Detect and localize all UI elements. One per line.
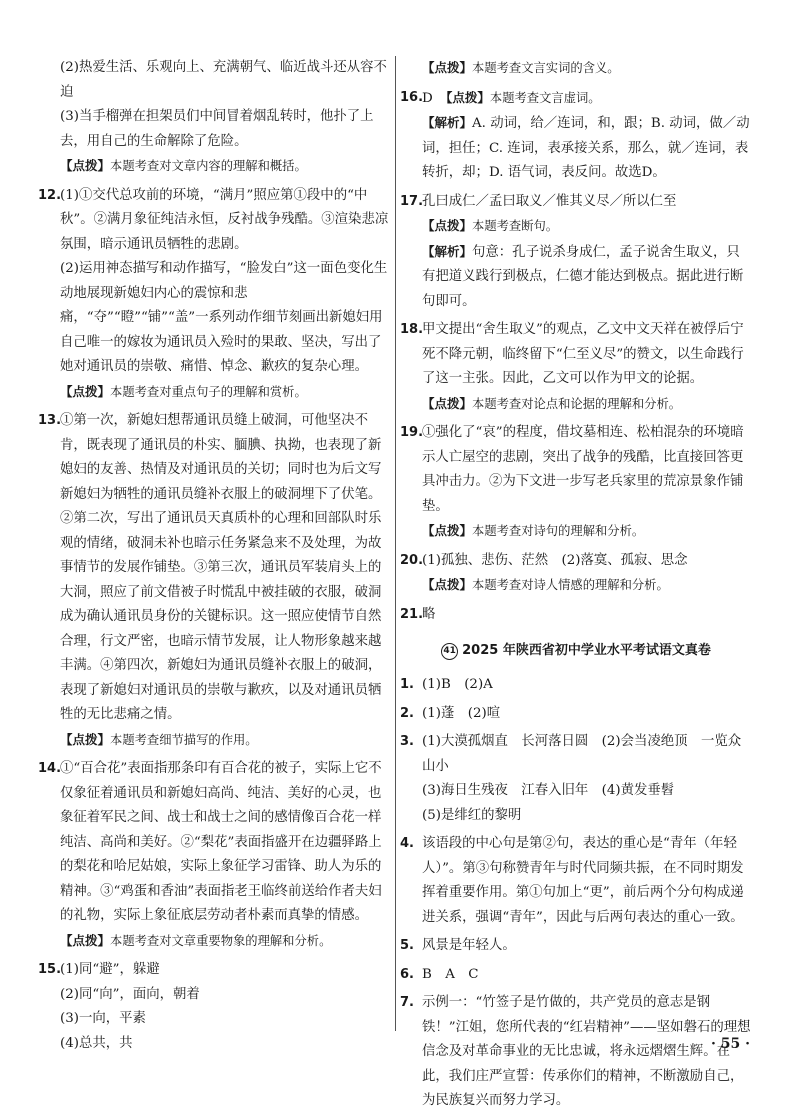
answer-text: (1)B (2)A bbox=[422, 677, 493, 692]
note-text: 本题考查对重点句子的理解和赏析。 bbox=[110, 384, 307, 399]
answer-12-part2: (2)运用神态描写和动作描写，“脸发白”这一面色变化生动地展现新媳妇内心的震惊和悲痛，“夺”“瞪”“铺”“盖”一系列动作细节刻画出新媳妇用自己唯一的嫁妆为通讯员入殓时的果敢、坚决，写出了她对通讯员的崇敬、痛惜、悼念、歉疚的复杂心理。 bbox=[60, 261, 388, 374]
answer-12-part1: (1)①交代总攻前的环境，“满月”照应第①段中的“中秋”。②满月象征纯洁永恒，反衬战争残酷。③渲染悲凉氛围，暗示通讯员牺牲的悲剧。 bbox=[60, 187, 389, 252]
answer-text: 该语段的中心句是第②句，表达的重心是“青年（年轻人）”。第③句称赞青年与时代同频共振，在不同时期发挥着重要作用。第①句加上“更”，前后两个分句构成递进关系，强调“青年”，因此与后两句表达的重心一致。 bbox=[422, 836, 744, 925]
answer-17-text: 孔曰成仁／孟曰取义／惟其义尽／所以仁至 bbox=[422, 193, 677, 209]
answer-19-text: ①强化了“哀”的程度，借坟墓相连、松柏混杂的环境暗示人亡屋空的悲剧，突出了战争的残酷，比直接回答更具冲击力。②为下文进一步写老兵家里的荒凉景象作铺垫。 bbox=[422, 425, 744, 514]
note-tag: 【点拨】 bbox=[60, 383, 111, 399]
answer-15-part1: (1)同“避”，躲避 bbox=[60, 962, 160, 977]
answer-text: B A C bbox=[422, 966, 479, 982]
answer-11-part2: (2)热爱生活、乐观向上、充满朝气、临近战斗还从容不迫 bbox=[60, 60, 387, 100]
answer-14 bbox=[38, 757, 390, 954]
question-number: 2. bbox=[400, 705, 414, 721]
answer-15-part4: (4)总共，共 bbox=[60, 1035, 133, 1051]
section-answer-1 bbox=[400, 673, 752, 698]
section-answer-2 bbox=[400, 702, 752, 727]
note-text: 本题考查对文章内容的理解和概括。 bbox=[110, 159, 307, 173]
note-tag: 【点拨】 bbox=[422, 60, 473, 75]
answer-18-text: 甲文提出“舍生取义”的观点，乙文中文天祥在被俘后宁死不降元朝，临终留下“仁至义尽”的赞文，以生命践行了这一主张。因此，乙文可以作为甲文的论据。 bbox=[422, 322, 744, 386]
answer-15-note bbox=[400, 56, 752, 82]
section-title bbox=[400, 639, 752, 663]
section-answer-7 bbox=[400, 991, 752, 1114]
section-answer-6 bbox=[400, 963, 752, 988]
section-answer-5 bbox=[400, 934, 752, 959]
answer-text: (1)大漠孤烟直 长河落日圆 (2)会当凌绝顶 一览众山小 bbox=[422, 734, 742, 774]
question-number: 1. bbox=[400, 677, 414, 692]
note-text: 本题考查对文章重要物象的理解和分析。 bbox=[110, 933, 332, 948]
answer-19-note bbox=[422, 519, 752, 545]
answer-20-text: (1)孤独、悲伤、茫然 (2)落寞、孤寂、思念 bbox=[422, 552, 688, 568]
answer-16-analysis bbox=[422, 111, 752, 186]
answer-13 bbox=[38, 409, 390, 753]
section-title-text: 2025 年陕西省初中学业水平考试语文真卷 bbox=[462, 643, 711, 658]
answer-16-choice: D bbox=[422, 90, 433, 106]
question-number: 19. bbox=[400, 425, 424, 440]
answer-17-note bbox=[422, 214, 752, 240]
answer-13-note bbox=[60, 728, 390, 754]
answer-19 bbox=[400, 421, 752, 545]
note-tag: 【点拨】 bbox=[446, 89, 490, 105]
answer-text: (1)蓬 (2)喧 bbox=[422, 705, 501, 721]
answer-17 bbox=[400, 190, 752, 315]
answer-12-note bbox=[60, 380, 390, 406]
note-tag: 【点拨】 bbox=[422, 218, 473, 233]
note-tag: 【点拨】 bbox=[60, 158, 111, 173]
note-text: 本题考查对诗句的理解和分析。 bbox=[472, 524, 645, 538]
answer-13-text: ①第一次，新媳妇想帮通讯员缝上破洞，可他坚决不肯，既表现了通讯员的朴实、腼腆、执拗，也表现了新媳妇的友善、热情及对通讯员的关切；同时也为后文写新媳妇为牺牲的通讯员缝补衣服上的破洞埋下了伏笔。②第二次，写出了通讯员天真质朴的心理和回部队时乐观的情绪，破洞未补也暗示任务紧急来不及处理，为故事情节的发展作铺垫。③第三次，通讯员军装肩头上的大洞，照应了前文借被子时慌乱中被挂破的衣服，破洞成为确认通讯员身份的关键标识。这一照应使情节自然合理，行文严密，也暗示情节发展，让人物形象越来越丰满。④第四次，新媳妇为通讯员缝补衣服上的破洞，表现了新媳妇对通讯员的崇敬与歉疚，以及对通讯员牺牲的无比悲痛之情。 bbox=[60, 413, 382, 722]
note-text: 本题考查细节描写的作用。 bbox=[110, 732, 258, 747]
note-text: 本题考查文言实词的含义。 bbox=[472, 61, 620, 75]
question-number: 21. bbox=[400, 606, 424, 622]
left-column bbox=[38, 56, 390, 1056]
question-number: 6. bbox=[400, 966, 414, 982]
note-tag: 【点拨】 bbox=[60, 932, 111, 948]
question-number: 15. bbox=[38, 962, 62, 977]
answer-11-part3: (3)当手榴弹在担架员们中间冒着烟乱转时，他扑了上去，用自己的生命解除了危险。 bbox=[60, 109, 374, 149]
question-number: 5. bbox=[400, 938, 414, 953]
analysis-tag: 【解析】 bbox=[422, 115, 473, 130]
note-tag: 【点拨】 bbox=[422, 395, 473, 411]
answer-15 bbox=[38, 958, 390, 1056]
question-number: 7. bbox=[400, 995, 414, 1010]
section-answer-4 bbox=[400, 832, 752, 930]
note-text: 本题考查断句。 bbox=[472, 219, 559, 233]
note-tag: 【点拨】 bbox=[422, 577, 473, 592]
answer-21-text: 略 bbox=[422, 606, 436, 622]
page-number: · 55 · bbox=[711, 1036, 750, 1052]
section-number-badge: 41 bbox=[441, 643, 458, 660]
note-text: 本题考查对论点和论据的理解和分析。 bbox=[472, 396, 682, 411]
analysis-text: A. 动词，给／连词，和，跟；B. 动词，做／动词，担任；C. 连词，表承接关系，那么，就／连词，表转折，却；D. 语气词，表反问。故选D。 bbox=[422, 116, 750, 180]
answer-17-analysis bbox=[422, 240, 752, 315]
note-text: 本题考查对诗人情感的理解和分析。 bbox=[472, 578, 669, 592]
answer-text: (3)海日生残夜 江春入旧年 (4)黄发垂髫 bbox=[422, 783, 675, 798]
section-answer-3 bbox=[400, 730, 752, 828]
answer-14-text: ①“百合花”表面指那条印有百合花的被子，实际上它不仅象征着通讯员和新媳妇高尚、纯洁、美好的心灵，也象征着军民之间、战士和战士之间的感情像百合花一样纯洁、高尚和美好。②“梨花”表面指盛开在边疆驿路上的梨花和哈尼姑娘，实际上象征学习雷锋、助人为乐的精神。③“鸡蛋和香油”表面指老王临终前送给作者夫妇的礼物，实际上象征底层劳动者朴素而真挚的情感。 bbox=[60, 761, 382, 923]
note-tag: 【点拨】 bbox=[60, 731, 111, 747]
answer-15-part2: (2)同“向”，面向，朝着 bbox=[60, 986, 200, 1002]
analysis-text: 句意：孔子说杀身成仁，孟子说舍生取义，只有把道义践行到极点，仁德才能达到极点。据此进行断句即可。 bbox=[422, 244, 744, 309]
answer-14-note bbox=[60, 929, 390, 955]
column-divider bbox=[395, 56, 396, 1031]
question-number: 14. bbox=[38, 761, 62, 776]
answer-text: (5)是绯红的黎明 bbox=[422, 807, 522, 823]
answer-20-note bbox=[422, 573, 752, 599]
question-number: 16. bbox=[400, 89, 424, 105]
answer-11-note bbox=[38, 154, 390, 180]
question-number: 18. bbox=[400, 322, 424, 337]
question-number: 12. bbox=[38, 187, 62, 203]
right-column bbox=[400, 56, 752, 1114]
answer-18 bbox=[400, 318, 752, 417]
question-number: 13. bbox=[38, 413, 62, 428]
answer-16 bbox=[400, 86, 752, 186]
question-number: 20. bbox=[400, 552, 424, 568]
answer-15-part3: (3)一向，平素 bbox=[60, 1011, 146, 1026]
answer-text: 示例一：“竹签子是竹做的，共产党员的意志是钢铁！”江姐，您所代表的“红岩精神”——坚如磐石的理想信念及对革命事业的无比忠诚，将永远熠熠生辉。在此，我们庄严宣誓：传承你们的精神，不断激励自己，为民族复兴而努力学习。 bbox=[422, 995, 751, 1108]
note-text: 本题考查文言虚词。 bbox=[489, 90, 601, 105]
answer-21 bbox=[400, 603, 752, 628]
note-tag: 【点拨】 bbox=[422, 523, 473, 538]
answer-20 bbox=[400, 549, 752, 599]
question-number: 3. bbox=[400, 734, 414, 749]
answer-18-note bbox=[422, 392, 752, 418]
analysis-tag: 【解析】 bbox=[422, 243, 473, 259]
answer-12 bbox=[38, 184, 390, 406]
answer-text: 风景是年轻人。 bbox=[422, 938, 516, 953]
question-number: 4. bbox=[400, 836, 414, 851]
question-number: 17. bbox=[400, 193, 424, 209]
